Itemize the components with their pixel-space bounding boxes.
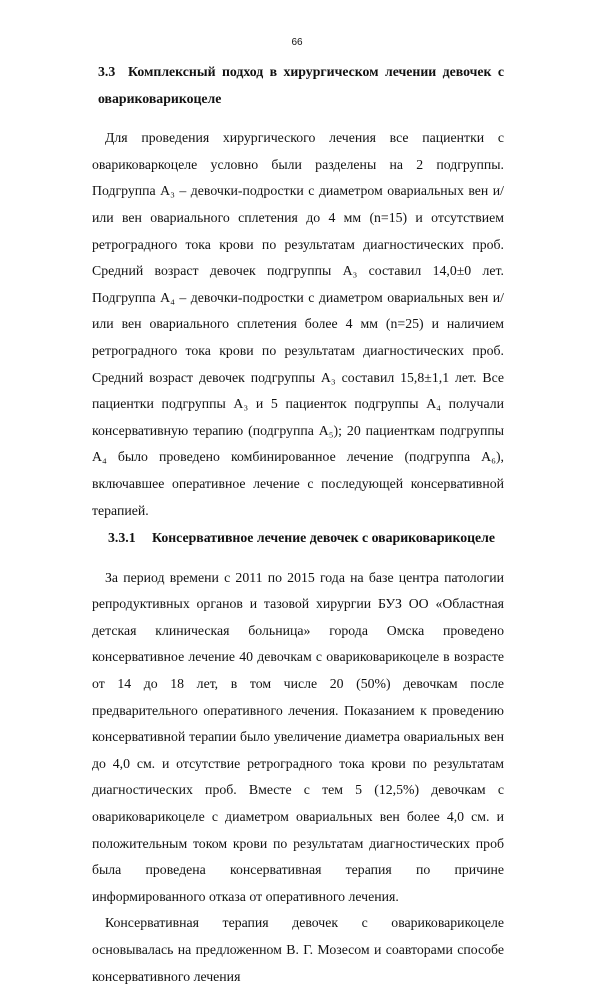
- paragraph-1: Для проведения хирургического лечения все пациентки с овариковаркоцеле условно были разделены на 2 подгруппы. Подгруппа А₃ – девочки-подростки с диаметром овариальных вен и/или вен овариального сплетения до 4 мм (n=15) и отсутствием ретроградного тока крови по результатам диагностических проб. Средний возраст девочек подгруппы А₃ составил 14,0±0 лет. Подгруппа А₄ – девочки-подростки с диаметром овариальных вен и/или вен овариального сплетения более 4 мм (n=25) и наличием ретроградного тока крови по результатам диагностических проб. Средний возраст девочек подгруппы А₃ составил 15,8±1,1 лет. Все пациентки подгруппы А₃ и 5 пациенток подгруппы А₄ получали консервативную терапию (подгруппа А₅); 20 пациенткам подгруппы А₄ было проведено комбинированное лечение (подгруппа А₆), включавшее оперативное лечение с последующей консервативной терапией.: [92, 130, 504, 518]
- paragraph-3: Консервативная терапия девочек с овариковарикоцеле основывалась на предложенном В. Г. Мозесом и соавторами способе консервативного лечения: [92, 915, 504, 984]
- section-heading: [92, 59, 504, 112]
- document-body: [92, 59, 504, 990]
- subsection-number: 3.3.1: [108, 530, 136, 546]
- subsection-heading: [92, 525, 504, 552]
- section-number: 3.3: [98, 64, 116, 79]
- section-title: Комплексный подход в хирургическом лечении девочек с овариковарикоцеле: [98, 64, 504, 106]
- paragraph-2: За период времени с 2011 по 2015 года на базе центра патологии репродуктивных органов и тазовой хирургии БУЗ ОО «Областная детская клиническая больница» города Омска проведено консервативное лечение 40 девочкам с овариковарикоцеле в возрасте от 14 до 18 лет, в том числе 20 (50%) девочкам после предварительного оперативного лечения. Показанием к проведению консервативной терапии было увеличение диаметра овариальных вен до 4,0 см. и отсутствие ретроградного тока крови по результатам диагностических проб. Вместе с тем 5 (12,5%) девочкам с овариковарикоцеле с диаметром овариальных вен более 4,0 см. и положительным током крови по результатам диагностических проб была проведена консервативная терапия по причине информированного отказа от оперативного лечения.: [92, 569, 504, 904]
- page-number: 66: [291, 37, 303, 48]
- subsection-title: Консервативное лечение девочек с овариковарикоцеле: [152, 530, 496, 546]
